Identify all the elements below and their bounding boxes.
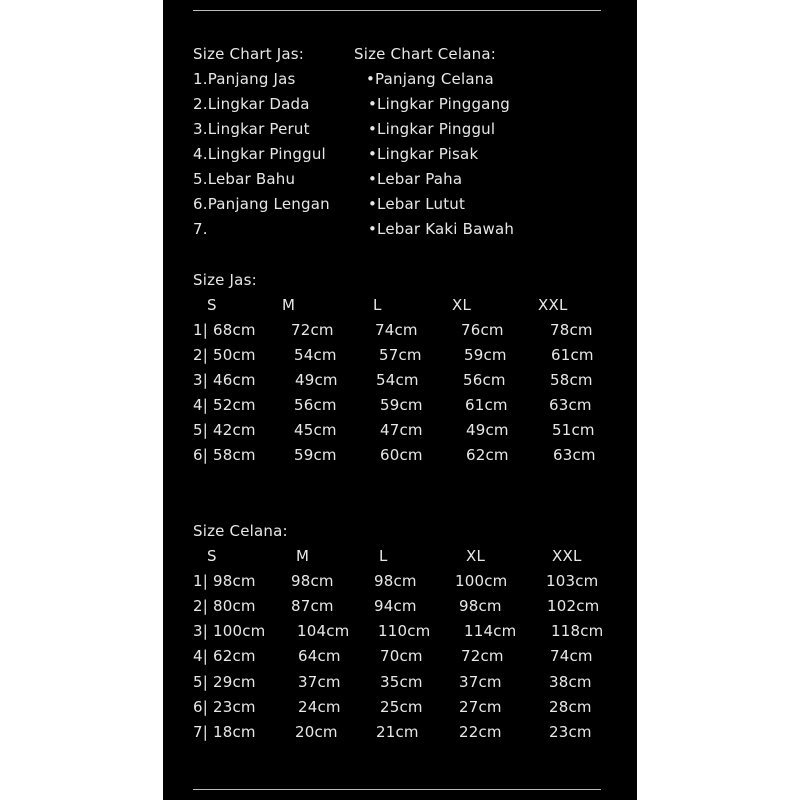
- celana-list-item: •Lingkar Pisak: [368, 145, 479, 163]
- size-celana-cell: 110cm: [378, 622, 431, 640]
- size-celana-cell: 114cm: [464, 622, 517, 640]
- size-jas-cell: 54cm: [294, 346, 337, 364]
- size-jas-cell: 60cm: [380, 446, 423, 464]
- size-jas-cell: 56cm: [463, 371, 506, 389]
- size-celana-cell: 94cm: [374, 597, 417, 615]
- size-celana-cell: 118cm: [551, 622, 604, 640]
- size-celana-cell: 23cm: [549, 723, 592, 741]
- size-jas-cell: 6| 58cm: [193, 446, 256, 464]
- size-celana-cell: 87cm: [291, 597, 334, 615]
- size-celana-cell: 21cm: [376, 723, 419, 741]
- size-jas-cell: 51cm: [552, 421, 595, 439]
- jas-list-item: 5.Lebar Bahu: [193, 170, 296, 188]
- celana-list-item: •Lebar Lutut: [368, 195, 466, 213]
- size-jas-cell: 74cm: [375, 321, 418, 339]
- size-jas-cell: 56cm: [294, 396, 337, 414]
- jas-list-item: 4.Lingkar Pinggul: [193, 145, 326, 163]
- celana-list-item: •Lebar Paha: [368, 170, 463, 188]
- size-celana-cell: 98cm: [291, 572, 334, 590]
- jas-list-item: 3.Lingkar Perut: [193, 120, 310, 138]
- size-celana-cell: 24cm: [298, 698, 341, 716]
- size-celana-header: M: [296, 547, 310, 565]
- size-celana-cell: 35cm: [380, 673, 423, 691]
- size-celana-cell: 102cm: [547, 597, 600, 615]
- jas-list-item: 1.Panjang Jas: [193, 70, 296, 88]
- size-jas-cell: 63cm: [549, 396, 592, 414]
- size-celana-cell: 4| 62cm: [193, 647, 256, 665]
- size-celana-cell: 28cm: [549, 698, 592, 716]
- size-jas-cell: 63cm: [553, 446, 596, 464]
- size-celana-cell: 72cm: [461, 647, 504, 665]
- size-celana-header: XXL: [552, 547, 582, 565]
- size-celana-cell: 20cm: [295, 723, 338, 741]
- size-celana-header: L: [379, 547, 388, 565]
- size-jas-header: L: [373, 296, 382, 314]
- size-jas-cell: 61cm: [551, 346, 594, 364]
- size-jas-title: Size Jas:: [193, 271, 257, 289]
- size-celana-cell: 38cm: [549, 673, 592, 691]
- size-celana-cell: 70cm: [380, 647, 423, 665]
- size-celana-cell: 25cm: [380, 698, 423, 716]
- size-jas-cell: 62cm: [466, 446, 509, 464]
- size-celana-cell: 37cm: [298, 673, 341, 691]
- size-celana-cell: 103cm: [546, 572, 599, 590]
- size-celana-cell: 6| 23cm: [193, 698, 256, 716]
- jas-list-item: 7.: [193, 220, 208, 238]
- size-celana-cell: 22cm: [459, 723, 502, 741]
- celana-list-title: Size Chart Celana:: [354, 45, 496, 63]
- bottom-divider: [193, 789, 601, 790]
- size-celana-header: S: [207, 547, 217, 565]
- size-jas-cell: 1| 68cm: [193, 321, 256, 339]
- celana-list-item: •Lingkar Pinggul: [368, 120, 496, 138]
- size-jas-cell: 78cm: [550, 321, 593, 339]
- size-jas-cell: 59cm: [380, 396, 423, 414]
- top-divider: [193, 10, 601, 11]
- size-celana-header: XL: [466, 547, 486, 565]
- size-celana-cell: 5| 29cm: [193, 673, 256, 691]
- jas-list-item: 6.Panjang Lengan: [193, 195, 330, 213]
- celana-list-item: •Panjang Celana: [366, 70, 494, 88]
- size-jas-cell: 2| 50cm: [193, 346, 256, 364]
- size-celana-cell: 2| 80cm: [193, 597, 256, 615]
- size-celana-cell: 37cm: [459, 673, 502, 691]
- size-jas-cell: 57cm: [379, 346, 422, 364]
- size-jas-cell: 61cm: [465, 396, 508, 414]
- size-jas-cell: 5| 42cm: [193, 421, 256, 439]
- jas-list-item: 2.Lingkar Dada: [193, 95, 310, 113]
- size-jas-cell: 49cm: [466, 421, 509, 439]
- jas-list-title: Size Chart Jas:: [193, 45, 305, 63]
- size-jas-cell: 47cm: [380, 421, 423, 439]
- size-jas-cell: 49cm: [295, 371, 338, 389]
- size-celana-cell: 64cm: [298, 647, 341, 665]
- size-jas-header: XXL: [538, 296, 568, 314]
- size-jas-cell: 72cm: [291, 321, 334, 339]
- size-jas-cell: 45cm: [294, 421, 337, 439]
- size-celana-cell: 100cm: [455, 572, 508, 590]
- size-jas-cell: 59cm: [294, 446, 337, 464]
- size-jas-header: M: [282, 296, 296, 314]
- size-celana-cell: 98cm: [374, 572, 417, 590]
- size-celana-cell: 98cm: [459, 597, 502, 615]
- size-jas-header: S: [207, 296, 217, 314]
- celana-list-item: •Lingkar Pinggang: [368, 95, 511, 113]
- size-chart-panel: [163, 0, 637, 800]
- size-jas-cell: 54cm: [376, 371, 419, 389]
- size-jas-cell: 58cm: [550, 371, 593, 389]
- size-celana-title: Size Celana:: [193, 522, 288, 540]
- size-celana-cell: 7| 18cm: [193, 723, 256, 741]
- size-jas-cell: 4| 52cm: [193, 396, 256, 414]
- size-celana-cell: 27cm: [459, 698, 502, 716]
- celana-list-item: •Lebar Kaki Bawah: [368, 220, 515, 238]
- size-celana-cell: 104cm: [297, 622, 350, 640]
- size-celana-cell: 74cm: [550, 647, 593, 665]
- size-jas-header: XL: [452, 296, 472, 314]
- size-celana-cell: 1| 98cm: [193, 572, 256, 590]
- size-jas-cell: 59cm: [464, 346, 507, 364]
- size-celana-cell: 3| 100cm: [193, 622, 266, 640]
- size-jas-cell: 3| 46cm: [193, 371, 256, 389]
- size-jas-cell: 76cm: [461, 321, 504, 339]
